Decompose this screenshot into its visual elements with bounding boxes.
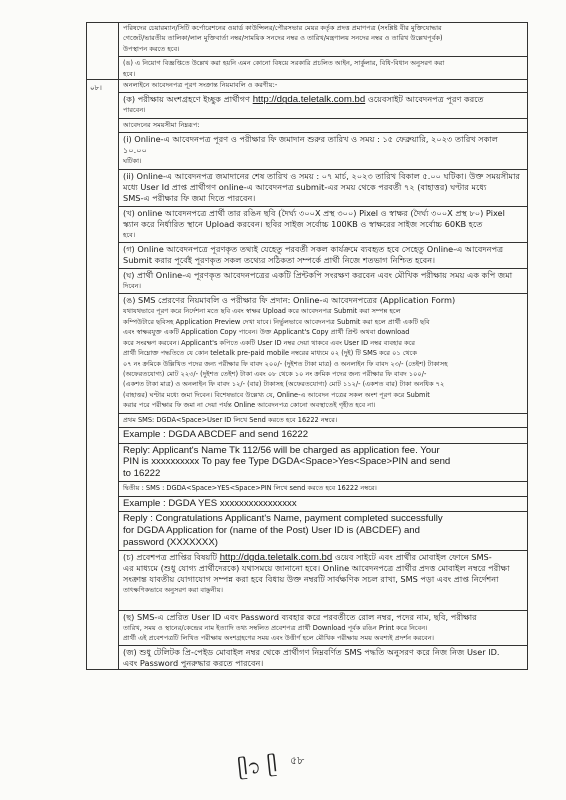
sms-second: দ্বিতীয় : SMS : DGDA<Space>YES<Space>PIN লিখে send করতে হবে 16222 নম্বরে।	[123, 484, 377, 493]
divider	[119, 92, 527, 93]
example-first: Example : DGDA ABCDEF and send 16222	[123, 428, 309, 440]
divider	[119, 118, 527, 119]
text-line: (অফেরতযোগ্য) মোট ২২৩/- (দুইশত তেইশ) টাকা এবং ০৮ থেকে ১০ নং ক্রমিক পদের জন্য পরীক্ষার ফি বাবদ ১০০/-	[123, 369, 427, 378]
page-number: ৫৮	[290, 754, 305, 767]
row-body	[119, 23, 528, 80]
divider	[119, 610, 527, 611]
divider	[119, 511, 527, 512]
text-line: এর মাধ্যমে (শুধু যোগ্য প্রার্থীদেরকে) যথাসময়ে জানানো হবে। Online আবেদনপত্রে প্রার্থীর প্রদত্ত মোবাইল নম্বরে পরীক্ষা	[123, 563, 510, 574]
text-line: প্রার্থী এই প্রবেশপত্রটি লিখিত পরীক্ষায় অংশগ্রহণের সময় এবং উত্তীর্ণ হলে মৌখিক পরীক্ষায় সময় অবশ্যই প্রদর্শন করবেন।	[123, 633, 434, 642]
divider	[119, 206, 527, 207]
text-line: সংক্রান্ত যাবতীয় যোগাযোগ সম্পন্ন করা হবে বিধায় উক্ত নম্বরটি সার্বক্ষণিক সচল রাখা, SMS পড়া এবং প্রাপ্ত নির্দেশনা	[123, 574, 499, 585]
text-line: (বাহাত্তর) ঘণ্টার মধ্যে জমা দিবেন। বিশেষভাবে উল্লেখ্য যে, Online-এ আবেদন পত্রের সকল অংশ পূরণ করে Submit	[123, 390, 430, 399]
website-link[interactable]: http://dgda.teletalk.com.bd	[219, 552, 333, 564]
notice-table	[86, 22, 528, 670]
divider	[119, 645, 527, 646]
clause-chha: (ছ) SMS-এ প্রেরিত User ID এবং Password ব্যবহার করে পরবর্তীতে রোল নম্বর, পদের নাম, ছবি, পরীক্ষার	[123, 611, 477, 622]
divider	[119, 132, 527, 133]
text: (ক) পরীক্ষায় অংশগ্রহণে ইচ্ছুক প্রার্থীগণ	[123, 94, 253, 105]
text-line: ঘটিকা।	[123, 157, 142, 166]
website-link[interactable]: http://dgda.teletalk.com.bd	[252, 94, 366, 106]
text-line: তারিখ, সময় ও স্থানের/কেন্দ্রের নাম ইত্যাদি তথ্য সম্বলিত প্রবেশপত্র প্রার্থী Download পূর্বক রঙিন Print করে নিবেন।	[123, 623, 428, 632]
text-line: ০৭ নং ক্রমিকে উল্লিখিত পদের জন্য পরীক্ষার ফি বাবদ ২০০/- (দুইশত টাকা মাত্র) ও অনলাইন ফি বাবদ ২৩/- (তেইশ) টাকাসহ	[123, 359, 448, 368]
divider	[119, 481, 527, 482]
clause-kha: (খ) online আবেদনপত্রে প্রার্থী তার রঙিন ছবি (দৈর্ঘ্য ৩০০X প্রস্থ ৩০০) Pixel ও স্বাক্ষর (দৈর্ঘ্য ৩০০X প্রস্থ ৮০) Pixel	[123, 207, 505, 218]
text-line: Submit করার পূর্বেই পূরণকৃত সকল তথ্যের সঠিকতা সম্পর্কে প্রার্থী নিজে শতভাগ নিশ্চিত হবেন।	[123, 255, 436, 266]
text-line: এবং Password পুনরুদ্ধার করতে পারবেন।	[123, 658, 264, 669]
text-line: এবং স্বাক্ষরযুক্ত একটি Application Copy পাবেন। উক্ত Applicant's Copy প্রার্থী প্রিন্ট অথবা download	[123, 328, 410, 337]
clause-ja: (জ) শুধু টেলিটক প্রি-পেইড মোবাইল নম্বর থেকে প্রার্থীগণ নিম্নবর্ণিত SMS পদ্ধতি অনুসরণ করে নিজ নিজ User ID.	[123, 647, 500, 658]
text-line: মধ্যে User Id প্রাপ্ত প্রার্থীগণ online-এ আবেদনপত্র submit-এর সময় থেকে পরবর্তী ৭২ (বাহাত্তর) ঘণ্টার মধ্যে	[123, 181, 487, 192]
sms-first: প্রথম SMS: DGDA<Space>User ID লিখে Send করতে হবে 16222 নম্বরে।	[123, 415, 338, 424]
divider	[119, 413, 527, 414]
row-number	[87, 23, 119, 80]
text-line: হবে।	[123, 230, 136, 239]
text-line: করার পরে পরীক্ষার ফি জমা না দেয়া পর্যন্ত Online আবেদনপত্র কোনো অবস্থাতেই গৃহীত হবে না।	[123, 401, 376, 410]
divider	[119, 496, 527, 497]
reply-second: Reply : Congratulations Applicant's Name, payment completed successfully	[123, 513, 443, 525]
divider	[119, 242, 527, 243]
text-line: গেজেট/ভারতীয় তালিকা/লাল মুক্তিবার্তা নম্বর/সাময়িক সনদের নম্বর ও তারিখ/মন্ত্রণালয় সনদের নম্বর ও তারিখ উল্লেখপূর্বক)	[123, 34, 443, 43]
text-line: দিবেন।	[123, 282, 141, 291]
divider	[119, 56, 527, 57]
signature: ᥫ᭡ ᥫ	[236, 752, 279, 781]
divider	[119, 169, 527, 170]
clause-ga: (গ) Online আবেদনপত্রে পূরণকৃত তথ্যই যেহেতু পরবর্তী সকল কার্যক্রমে ব্যবহৃত হবে সেহেতু Online-এ আবেদনপত্র	[123, 244, 504, 255]
text: (চ) প্রবেশপত্র প্রাপ্তির বিষয়টি	[123, 552, 220, 563]
divider	[119, 268, 527, 269]
text: ওয়েবসাইট আবেদনপত্র পূরণ করতে	[365, 94, 484, 105]
schedule-title: আবেদনের সময়সীমা নিম্নরূপ:	[123, 120, 200, 129]
text-line: SMS-এ পরীক্ষার ফি জমা দিতে পারবেন।	[123, 192, 256, 203]
clause-cha	[123, 552, 523, 563]
text-line: হবে।	[123, 69, 136, 78]
text-line: password (XXXXXXX)	[123, 536, 218, 548]
text-line: পারবেন।	[123, 106, 146, 115]
text-line: for DGDA Application for (name of the Post) User ID is (ABCDEF) and	[123, 524, 420, 536]
text-line: উপস্থাপন করতে হবে।	[123, 44, 180, 53]
text-line: তাৎক্ষণিকভাবে অনুসরণ করা বাঞ্ছনীয়।	[123, 586, 223, 595]
divider	[119, 427, 527, 428]
text-line: স্ক্যান করে নির্ধারিত স্থানে Upload করবেন। ছবির সাইজ সর্বোচ্চ 100KB ও স্বাক্ষরের সাইজ সর্বোচ্চ 60KB হতে	[123, 218, 483, 229]
text-line: করে সংরক্ষণ করবেন। Applicant's কপিতে একটি User ID নম্বর দেয়া থাকবে এবং User ID নম্বর ব্যবহার করে	[123, 338, 416, 347]
section-number: ০৮।	[87, 80, 119, 670]
text-line: পরিষদের চেয়ারম্যান/সিটি কর্পোরেশনের ওয়ার্ড কাউন্সিলর/পৌরসভার মেয়র কর্তৃক প্রদত্ত প্রমাণপত্র (সংশ্লিষ্ট বীর মুক্তিযোদ্ধার	[123, 24, 442, 32]
divider	[119, 550, 527, 551]
table-row	[87, 23, 528, 80]
text-line: (ঙ) এ নিয়োগ বিজ্ঞপ্তিতে উল্লেখ করা হয়নি এমন কোনো বিষয়ে সরকারি প্রচলিত আইন, সার্কুলার, বিধি-বিধান অনুসরণ করা	[123, 59, 445, 68]
divider	[119, 293, 527, 294]
reply-first: Reply: Applicant's Name Tk 112/56 will be charged as application fee. Your	[123, 444, 440, 456]
clause-gha: (ঘ) প্রার্থী Online-এ পূরণকৃত আবেদনপত্রের একটি প্রিন্টকপি সংরক্ষণ করবেন এবং মৌখিক পরীক্ষায় সময় এক কপি জমা	[123, 270, 513, 281]
spacer	[123, 596, 523, 608]
text-line: কম্পিউটারে ছবিসহ Application Preview দেখা যাবে। নির্ভুলভাবে আবেদনপত্র Submit করা হলে প্রার্থী একটি ছবি	[123, 317, 430, 326]
schedule-start: (i) Online-এ আবেদনপত্র পূরণ ও পরীক্ষার ফি জমাদান শুরুর তারিখ ও সময় : ১৫ ফেব্রুয়ারি, ২০২৩ তারিখ সকাল ১০.০০	[123, 134, 501, 156]
example-second: Example : DGDA YES xxxxxxxxxxxxxxxx	[123, 497, 297, 509]
text-line: (একশত টাকা মাত্র) ও অনলাইন ফি বাবদ ১২/- (বার) টাকাসহ (অফেরতযোগ্য) মোট ১১২/- (একশত বার) টাকা অনধিক ৭২	[123, 380, 445, 389]
text-line: প্রার্থী নিম্নোক্ত পদ্ধতিতে যে কোন teletalk pre-paid mobile নম্বরের মাধ্যমে ০২ (দুই) টি SMS করে ০১ থেকে	[123, 349, 417, 358]
section-body	[119, 80, 528, 670]
text: ওয়েব সাইটে এবং প্রার্থীর মোবাইল ফোনে SMS-	[332, 552, 492, 563]
clause-ka	[123, 94, 523, 105]
text-line: যথাযথভাবে পূরণ করে নির্দেশনা মতে ছবি এবং স্বাক্ষর Upload করে আবেদনপত্র Submit করা সম্পন্ন হলে	[123, 307, 401, 316]
table-row	[87, 80, 528, 670]
text-line: to 16222	[123, 467, 161, 479]
clause-umo: (ঙ) SMS প্রেরণের নিয়মাবলি ও পরীক্ষার ফি প্রদান: Online-এ আবেদনপত্রের (Application Form)	[123, 295, 456, 306]
divider	[119, 443, 527, 444]
schedule-end: (ii) Online-এ আবেদনপত্র জমাদানের শেষ তারিখ ও সময় : ০৭ মার্চ, ২০২৩ তারিখ বিকাল ৫.০০ ঘটিকা। উক্ত সময়সীমার	[123, 170, 520, 181]
text-line: PIN is xxxxxxxxxx To pay fee Type DGDA<Space>Yes<Space>PIN and send	[123, 456, 451, 468]
section-heading: অনলাইনে আবেদনপত্র পূরণ সংক্রান্ত নিয়মাবলি ও করণীয়:-	[123, 81, 278, 90]
